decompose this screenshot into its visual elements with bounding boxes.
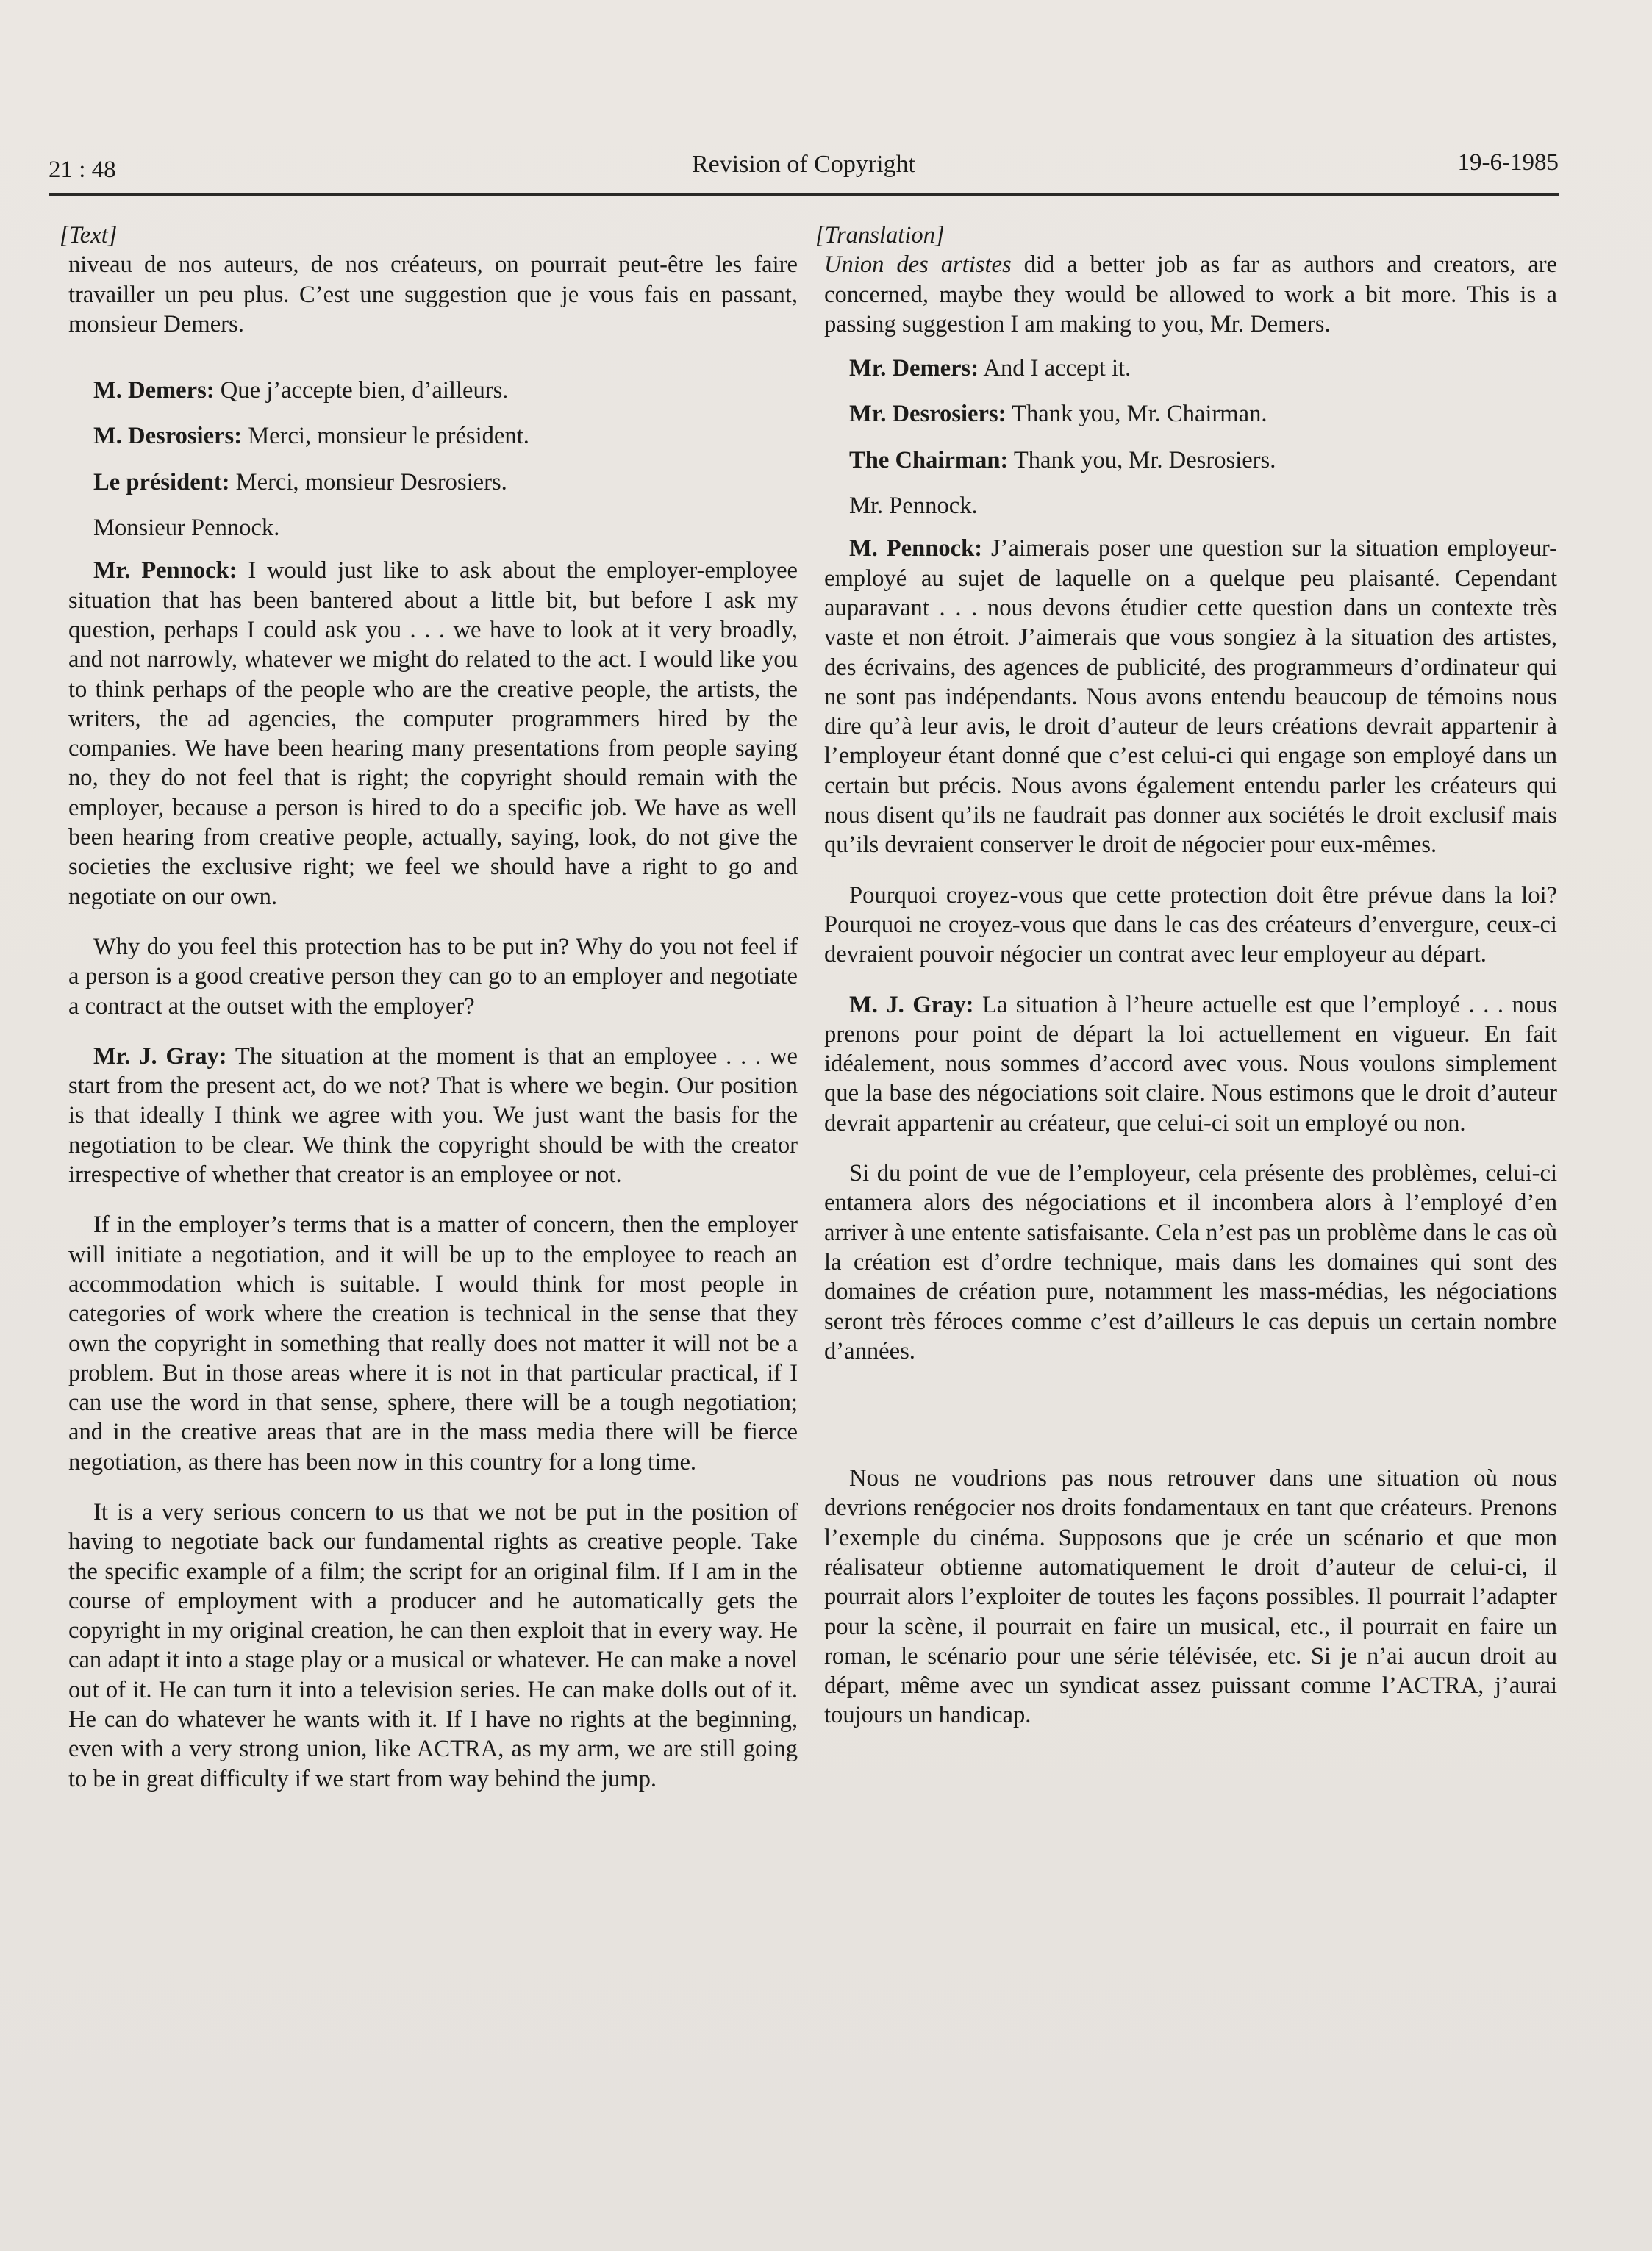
speech-president xyxy=(68,468,798,497)
speech-text: The situation at the moment is that an employee . . . we start from the present act, do we not? That is where we begin. Our position is that ideally I think we agree with you. We just want the basis for the negotiation to be clear. We think the copyright should be with the creator irrespective of whether that creator is an employee or not. xyxy=(68,1042,798,1189)
page-date: 19-6-1985 xyxy=(1457,149,1559,176)
right-column-translation xyxy=(815,221,1558,1751)
speaker-label: Mr. Desrosiers: xyxy=(849,401,1006,428)
paragraph: Why do you feel this protection has to be put in? Why do you not feel if a person is a good creative person they can go to an employer and negotiate a contract at the outset with the employer? xyxy=(68,933,798,1020)
paragraph: Si du point de vue de l’employeur, cela présente des problèmes, celui-ci entamera alors des négociations et il incombera alors à l’employé d’en arriver à une entente satisfaisante. Cela n’est pas un problème dans le cas où la création est d’ordre technique, mais dans les domaines qui sont des domaines de création pure, notamment les mass-médias, les négociations seront très féroces comme c’est d’ailleurs le cas depuis un certain nombre d’années. xyxy=(824,1160,1557,1364)
speech-text: Thank you, Mr. Desrosiers. xyxy=(1008,446,1276,473)
speech-gray xyxy=(68,1042,798,1189)
speech-pennock xyxy=(68,556,798,912)
speaker-label: Mr. Pennock: xyxy=(93,557,237,584)
speech-desrosiers xyxy=(68,421,798,451)
speech-text: J’aimerais poser une question sur la situation employeur-employé au sujet de laquelle on a quelque peu plaisanté. Cependant auparavant . . . nous devons étudier cette question dans un contexte très vaste et non étroit. J’aimerais que vous songiez à la situation des artistes, des écrivains, des agences de publicité, des programmeurs d’ordinateur qui ne sont pas indépendants. Nous avons entendu beaucoup de témoins nous dire qu’à leur avis, le droit d’auteur de leurs créations devrait appartenir à l’employeur étant donné que c’est celui-ci qui engage son employé dans un certain but précis. Nous avons également entendu parler les créateurs qui nous disent qu’ils ne faudrait pas donner aux sociétés le droit exclusif mais qu’ils devraient conserver le droit de négocier pour eux-mêmes. xyxy=(824,535,1557,859)
text-tag: [Text] xyxy=(60,222,118,248)
paragraph xyxy=(824,250,1557,339)
speaker-label: M. Pennock: xyxy=(849,535,983,562)
speaker-label: M. Demers: xyxy=(93,377,215,404)
speaker-label: Mr. J. Gray: xyxy=(93,1042,227,1070)
speech-chairman xyxy=(824,445,1557,475)
paragraph: Pourquoi croyez-vous que cette protection doit être prévue dans la loi? Pourquoi ne croyez-vous que dans le cas des créateurs d’envergure, ceux-ci devraient pouvoir négocier un contrat avec leur employeur au départ. xyxy=(824,881,1557,968)
paragraph: niveau de nos auteurs, de nos créateurs, on pourrait peut-être les faire travailler un peu plus. C’est une suggestion que je vous fais en passant, monsieur Demers. xyxy=(68,251,798,337)
speech-text: Merci, monsieur le président. xyxy=(242,423,529,450)
speech-demers xyxy=(824,354,1557,383)
speech-gray xyxy=(824,990,1557,1138)
speaker-label: M. J. Gray: xyxy=(849,991,974,1018)
column-gap xyxy=(824,1386,1557,1464)
paragraph: Mr. Pennock. xyxy=(849,493,978,520)
speech-demers xyxy=(68,376,798,405)
speaker-label: Le président: xyxy=(93,468,230,495)
speech-text: Merci, monsieur Desrosiers. xyxy=(229,468,507,495)
speaker-label: Mr. Demers: xyxy=(849,355,979,382)
speech-text: Thank you, Mr. Chairman. xyxy=(1006,401,1267,428)
left-column-english xyxy=(60,221,798,1814)
page-title: Revision of Copyright xyxy=(691,151,916,178)
speech-text: I would just like to ask about the employer-employee situation that has been bantered about a little bit, but before I ask my question, perhaps I could ask you . . . we have to look at it very broadly, and not narrowly, whatever we might do related to the act. I would like you to think perhaps of the people who are the creative people, the artists, the writers, the ad agencies, the computer programmers hired by the companies. We have been hearing many presentations from people saying no, they do not feel that is right; the copyright should remain with the employer, because a person is hired to do a specific job. We have as well been hearing from creative people, actually, saying, look, do not give the societies the exclusive right; we feel we should have a right to go and negotiate on our own. xyxy=(68,557,798,910)
paragraph: It is a very serious concern to us that we not be put in the position of having to negotiate back our fundamental rights as creative people. Take the specific example of a film; the script for an original film. If I am in the course of employment with a producer and he automatically gets the copyright in my original creation, he can then exploit that in every way. He can adapt it into a stage play or a musical or whatever. He can make a novel out of it. He can turn it into a television series. He can make dolls out of it. He can do whatever he wants with it. If I have no rights at the beginning, even with a very strong union, like ACTRA, as my arm, we are still going to be in great difficulty if we start from way behind the jump. xyxy=(68,1498,798,1792)
speech-pennock xyxy=(824,534,1557,859)
speech-text: And I accept it. xyxy=(979,355,1131,382)
speaker-label: The Chairman: xyxy=(849,446,1009,473)
translation-tag: [Translation] xyxy=(815,222,945,248)
page-number: 21 : 48 xyxy=(49,157,116,183)
paragraph-text: did a better job as far as authors and creators, are concerned, maybe they would be allowed to work a bit more. This is a passing suggestion I am making to you, Mr. Demers. xyxy=(824,251,1557,337)
paragraph: Nous ne voudrions pas nous retrouver dans une situation où nous devrions renégocier nos droits fondamentaux en tant que créateurs. Prenons l’exemple du cinéma. Supposons que je crée un scénario et que mon réalisateur obtienne automatiquement le droit d’auteur de celui-ci, il pourrait alors l’exploiter de toutes les façons possibles. Il pourrait l’adapter pour la scène, il pourrait en faire un musical, etc., il pourrait en faire un roman, le scénario pour une série télévisée, etc. Si je n’ai aucun droit au départ, même avec un syndicat assez puissant comme l’ACTRA, j’aurai toujours un handicap. xyxy=(824,1465,1557,1729)
speaker-label: M. Desrosiers: xyxy=(93,423,243,450)
speech-text: La situation à l’heure actuelle est que l’employé . . . nous prenons pour point de départ la loi actuellement en vigueur. En fait idéalement, nous sommes d’accord avec vous. Nous voulons simplement que la base des négociations soit claire. Nous estimons que le droit d’auteur devrait appartenir au créateur, que celui-ci soit un employé ou non. xyxy=(824,991,1558,1137)
speech-desrosiers xyxy=(824,399,1557,429)
paragraph: Monsieur Pennock. xyxy=(93,515,280,542)
italic-phrase: Union des artistes xyxy=(824,251,1012,279)
page-header xyxy=(49,149,1559,196)
paragraph: If in the employer’s terms that is a matter of concern, then the employer will initiate a negotiation, and it will be up to the employee to reach an accommodation which is suitable. I would think for most people in categories of work where the creation is technical in the sense that they own the copyright in something that really does not matter it will not be a problem. But in those areas where it is not in that particular practical, if I can use the word in that sense, sphere, there will be a tough negotiation; and in the creative areas that are in the mass media there will be fierce negotiation, as there has been now in this country for a long time. xyxy=(68,1212,798,1475)
speech-text: Que j’accepte bien, d’ailleurs. xyxy=(214,377,509,404)
